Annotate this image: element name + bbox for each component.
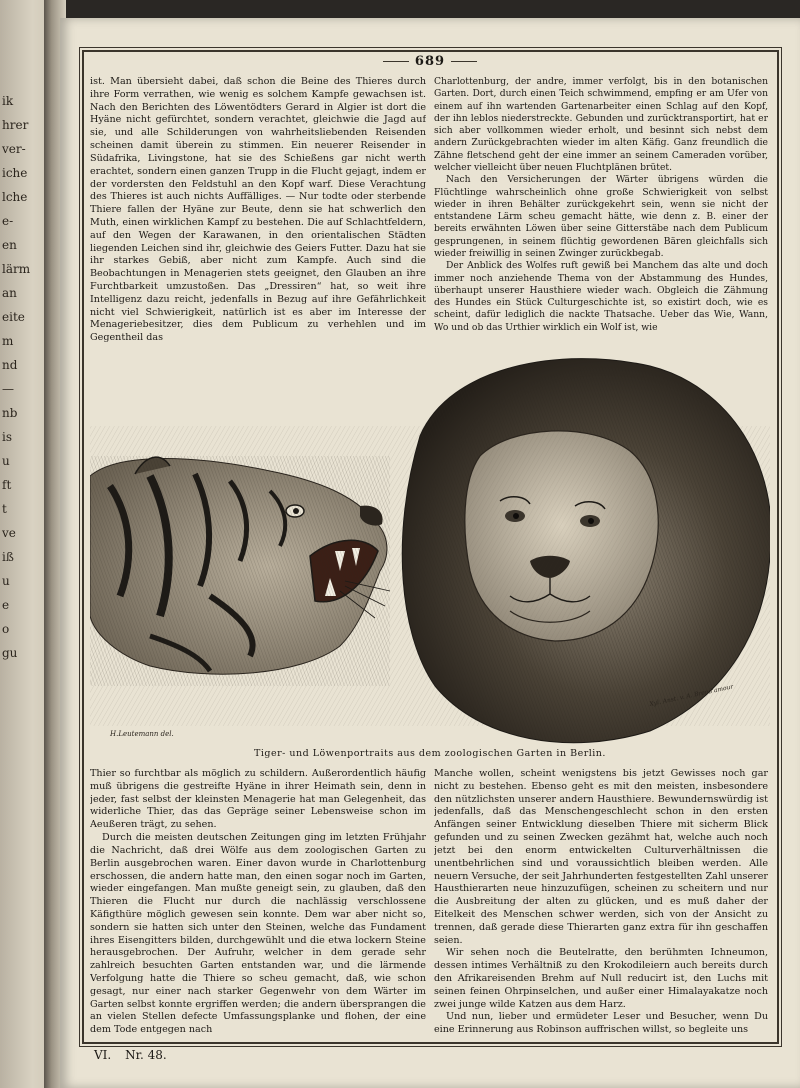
paragraph: ist. Man übersieht dabei, daß schon die Beine des Thieres durch ihre Form verrathen, wie wenig es solchem Kampfe gewachsen ist. Nach den Berichten des Löwentödters Gerard in Algier ist dort die Hyäne nicht gefürchtet, sondern verachtet, gleichwie die Jagd auf sie, und alle Schilderungen von wahrheitsliebenden Reisenden scheinen damit überein zu stimmen. Ein neuerer Reisender in Südafrika, Livingstone, hat sie des Schießens gar nicht werth erachtet, sondern einen ganzen Trupp in die Flucht gejagt, indem er der vordersten den Feldstuhl an den Kopf warf. Diese Verachtung des Thieres ist auch nichts Auffälliges. — Nur todte oder sterbende Thiere fallen der Hyäne zur Beute, denn sie hat schwerlich den Muth, einen wirklichen Kampf zu bestehen. Die auf Schlachtfeldern, auf den Wegen der Karawanen, in den orientalischen Städten liegenden Leichen sind ihr, gleichwie des Geiers Futter. Dazu hat sie ihr starkes Gebiß, aber nicht zum Kampfe. Auch sind die Beobachtungen in Menagerien stets geeignet, den Glauben an ihre Furchtbarkeit umzustoßen. Das „Dressiren“ hat, so weit ihre Intelligenz dazu reicht, jedenfalls in Bezug auf ihre Gefährlichkeit nicht viel Schwierigkeit, natürlich ist es aber im Interesse der Menageriebesitzer, dies dem Publicum zu verhehlen und im Gegentheil das	[90, 76, 426, 344]
left-page-fragment: iß	[2, 550, 14, 564]
paragraph: Nach den Versicherungen der Wärter übrigens würden die Flüchtlinge wahrscheinlich ohne große Schwierigkeit von selbst wieder in ihren Behälter zurückgekehrt sein, wenn sie nicht der entstandene Lärm scheu gemacht hätte, wie denn z. B. einer der bereits erwähnten Löwen über seine Gitterstäbe nach dem Publicum gesprungenen, in seinem flüchtig gewordenen Bären gleichfalls sich wieder freiwillig in seinen Zwinger zurückbegab.	[434, 174, 768, 259]
left-page-fragment: iche	[2, 166, 28, 180]
paragraph: Thier so furchtbar als möglich zu schildern. Außerordentlich häufig muß übrigens die gestreifte Hyäne in ihrer Heimath sein, denn in jeder, fast selbst der kleinsten Menagerie hat man Gelegenheit, das widerliche Thier, das das Gepräge seiner Lebensweise schon im Aeußeren trägt, zu sehen.	[90, 768, 426, 831]
illustration-signature-left: H.Leutemann del.	[110, 730, 174, 738]
left-page-fragment: ve	[2, 526, 16, 540]
column-bottom-right	[434, 768, 768, 1040]
paragraph: Der Anblick des Wolfes ruft gewiß bei Manchem das alte und doch immer noch anziehende Thema von der Abstammung des Hundes, überhaupt unserer Hausthiere wieder wach. Obgleich die Zähmung des Hundes ein Stück Culturgeschichte ist, so existirt doch, wie es scheint, dafür lediglich die nackte Thatsache. Ueber das Wie, Wann, Wo und ob das Urthier wirklich ein Wolf ist, wie	[434, 260, 768, 333]
left-page-fragment: ft	[2, 478, 12, 492]
left-page-fragment: u	[2, 574, 10, 588]
left-page-fragment: m	[2, 334, 14, 348]
lion-head	[402, 359, 770, 743]
left-page-fragment: gu	[2, 646, 18, 660]
left-page-fragment: lche	[2, 190, 28, 204]
footer-volume: VI.	[94, 1048, 112, 1062]
paragraph: Wir sehen noch die Beutelratte, den berühmten Ichneumon, dessen intimes Verhältniß zu den Krokodileiern auch bereits durch den Afrikareisenden Brehm auf Null reducirt ist, den Luchs mit seinen feinen Ohrpinselchen, und außer einer Himalayakatze noch zwei junge wilde Katzen aus dem Harz.	[434, 947, 768, 1010]
left-page-fragment: ik	[2, 94, 14, 108]
left-page-fragment: an	[2, 286, 17, 300]
column-top-left	[90, 76, 426, 350]
left-page-fragment: is	[2, 430, 12, 444]
footer-signature	[94, 1048, 177, 1062]
left-page-fragment: eite	[2, 310, 25, 324]
left-page-fragment: hrer	[2, 118, 29, 132]
illustration-signature-right: Xyl. Anst. v. A. Brend'amour	[648, 683, 734, 708]
left-page-fragment: en	[2, 238, 17, 252]
paragraph: Manche wollen, scheint wenigstens bis jetzt Gewisses noch gar nicht zu bestehen. Ebenso geht es mit den meisten, insbesondere den nützlichsten unserer andern Hausthiere. Bewundernswürdig ist jedenfalls, daß das Menschengeschlecht schon in den ersten Anfängen seiner Entwicklung dieselben Thiere mit sicherm Blick gefunden und zu seinen Zwecken gezähmt hat, welche auch noch jetzt bei den enorm entwickelten Culturverhältnissen die unentbehrlichen sind und voraussichtlich bleiben werden. Alle neuern Versuche, der seit Jahrhunderten festgestellten Zahl unserer Hausthierarten neue hinzuzufügen, scheinen zu scheitern und nur die Ausbreitung der alten zu glücken, und es muß daher der Eitelkeit des Menschen schwer werden, sich von der Ansicht zu trennen, daß gerade diese Thierarten ganz extra für ihn geschaffen seien.	[434, 768, 768, 946]
page-number: 689	[60, 54, 800, 69]
left-page-fragment: o	[2, 622, 10, 636]
illustration-caption: Tiger- und Löwenportraits aus dem zoologischen Garten in Berlin.	[254, 748, 606, 759]
left-page-fragment: nb	[2, 406, 18, 420]
left-page-fragment: e-	[2, 214, 14, 228]
left-page-fragment: u	[2, 454, 10, 468]
page	[60, 18, 800, 1088]
left-page-fragment: —	[2, 382, 14, 396]
illustration-tiger-lion	[90, 356, 770, 748]
column-top-right	[434, 76, 768, 350]
footer-number: Nr. 48.	[125, 1048, 167, 1062]
column-bottom-left	[90, 768, 426, 1040]
paragraph: Durch die meisten deutschen Zeitungen ging im letzten Frühjahr die Nachricht, daß drei Wölfe aus dem zoologischen Garten zu Berlin ausgebrochen waren. Einer davon wurde in Charlottenburg erschossen, die andern hatte man, den einen sogar noch im Garten, wieder eingefangen. Man mußte geneigt sein, zu glauben, daß den Thieren die Flucht nur durch die nachlässig verschlossene Käfigthüre möglich gewesen sein konnte. Dem war aber nicht so, sondern sie hatten sich unter den Steinen, welche das Fundament ihres Eisengitters bilden, durchgewühlt und die etwa lockern Steine herausgebrochen. Der Aufruhr, welcher in dem gerade sehr zahlreich besuchten Garten entstanden war, und die lärmende Verfolgung hatte die Thiere so scheu gemacht, daß, wie schon gesagt, nur einer nach starker Gegenwehr von dem Wärter im Garten selbst konnte ergriffen werden; die andern übersprangen die an vielen Stellen defecte Umfassungsplanke und flohen, der eine dem Tode entgegen nach	[90, 832, 426, 1036]
tiger-head	[90, 456, 390, 686]
left-page-fragment: ver-	[2, 142, 26, 156]
left-page-fragment: lärm	[2, 262, 31, 276]
paragraph: Charlottenburg, der andre, immer verfolgt, bis in den botanischen Garten. Dort, durch einen Teich schwimmend, empfing er am Ufer von einem auf ihn wartenden Gartenarbeiter einen Schlag auf den Kopf, der ihn leblos niederstreckte. Gebunden und zurücktransportirt, hat er sich aber vollkommen wieder erholt, und besinnt sich nebst dem andern Zurückgebrachten wieder im alten Käfig. Ganz freundlich die Zähne fletschend geht der eine immer an seinem Cameraden vorüber, welcher vielleicht über neuen Fluchtplänen brütet.	[434, 76, 768, 173]
left-page-fragment: nd	[2, 358, 18, 372]
left-page-fragment: e	[2, 598, 10, 612]
left-page-fragment: t	[2, 502, 7, 516]
paragraph: Und nun, lieber und ermüdeter Leser und Besucher, wenn Du eine Erinnerung aus Robinson auffrischen willst, so begleite uns	[434, 1011, 768, 1036]
